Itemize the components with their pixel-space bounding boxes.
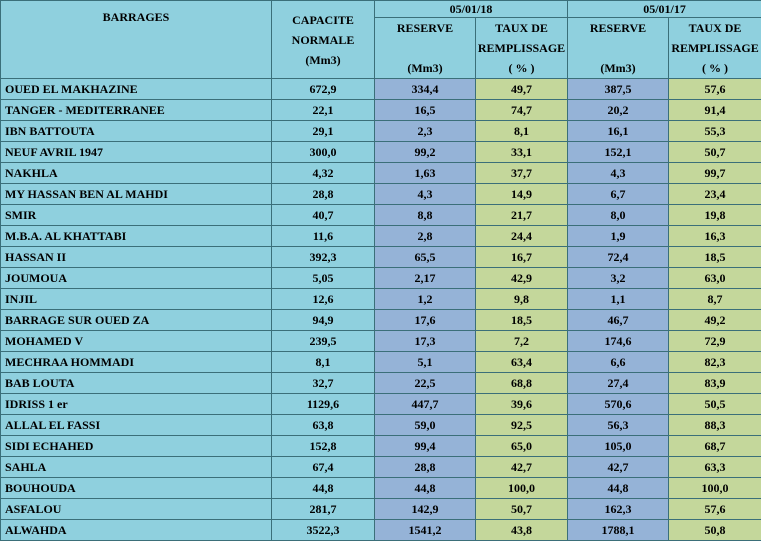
taux-2017-value: 57,6 xyxy=(669,79,761,100)
dam-name: IDRISS 1 er xyxy=(1,394,272,415)
capacite-value: 5,05 xyxy=(272,268,375,289)
reserve-2017-value: 20,2 xyxy=(568,100,669,121)
table-row xyxy=(1,79,761,100)
dam-name: MOHAMED V xyxy=(1,331,272,352)
dam-name: NAKHLA xyxy=(1,163,272,184)
taux-2018-value: 14,9 xyxy=(476,184,568,205)
table-body xyxy=(1,79,761,541)
reserve-2017-value: 1,1 xyxy=(568,289,669,310)
reserve-2017-value: 27,4 xyxy=(568,373,669,394)
taux-2017-value: 83,9 xyxy=(669,373,761,394)
table-row xyxy=(1,457,761,478)
capacite-value: 300,0 xyxy=(272,142,375,163)
table-row xyxy=(1,205,761,226)
reserve-2018-header xyxy=(375,18,476,79)
taux-2017-value: 63,0 xyxy=(669,268,761,289)
table-row xyxy=(1,520,761,541)
reserve-2017-value: 56,3 xyxy=(568,415,669,436)
capacite-value: 40,7 xyxy=(272,205,375,226)
dam-name: M.B.A. AL KHATTABI xyxy=(1,226,272,247)
capacite-value: 32,7 xyxy=(272,373,375,394)
dam-name: MECHRAA HOMMADI xyxy=(1,352,272,373)
reserve-line-3: (Mm3) xyxy=(568,58,668,78)
taux-2018-value: 8,1 xyxy=(476,121,568,142)
taux-line-2: REMPLISSAGE xyxy=(669,38,761,58)
table-row xyxy=(1,247,761,268)
dam-name: NEUF AVRIL 1947 xyxy=(1,142,272,163)
reserve-line-3: (Mm3) xyxy=(375,58,475,78)
taux-2018-header xyxy=(476,18,568,79)
taux-2017-value: 49,2 xyxy=(669,310,761,331)
reserve-2017-value: 570,6 xyxy=(568,394,669,415)
reserve-2018-value: 1,2 xyxy=(375,289,476,310)
dam-name: SAHLA xyxy=(1,457,272,478)
taux-2017-value: 8,7 xyxy=(669,289,761,310)
taux-2017-value: 19,8 xyxy=(669,205,761,226)
table-row xyxy=(1,226,761,247)
taux-2018-value: 33,1 xyxy=(476,142,568,163)
taux-line-3: ( % ) xyxy=(476,58,567,78)
reserve-2017-value: 162,3 xyxy=(568,499,669,520)
reserve-line-1: RESERVE xyxy=(568,18,668,38)
taux-2018-value: 42,9 xyxy=(476,268,568,289)
taux-2018-value: 24,4 xyxy=(476,226,568,247)
reserve-2017-value: 4,3 xyxy=(568,163,669,184)
capacite-value: 94,9 xyxy=(272,310,375,331)
capacite-value: 67,4 xyxy=(272,457,375,478)
dam-name: SMIR xyxy=(1,205,272,226)
reserve-2018-value: 1,63 xyxy=(375,163,476,184)
taux-2017-value: 88,3 xyxy=(669,415,761,436)
taux-2017-value: 23,4 xyxy=(669,184,761,205)
taux-2018-value: 65,0 xyxy=(476,436,568,457)
table-row xyxy=(1,100,761,121)
dam-name: BOUHOUDA xyxy=(1,478,272,499)
capacite-line-1: CAPACITE xyxy=(272,10,374,30)
table-row xyxy=(1,310,761,331)
date-2018-header: 05/01/18 xyxy=(375,1,568,18)
taux-2017-value: 72,9 xyxy=(669,331,761,352)
taux-2017-value: 68,7 xyxy=(669,436,761,457)
reserve-2018-value: 65,5 xyxy=(375,247,476,268)
reserve-2017-value: 3,2 xyxy=(568,268,669,289)
capacite-line-2: NORMALE xyxy=(272,30,374,50)
table-row xyxy=(1,184,761,205)
taux-line-3: ( % ) xyxy=(669,58,761,78)
reserve-2018-value: 5,1 xyxy=(375,352,476,373)
reserve-line-1: RESERVE xyxy=(375,18,475,38)
table-row xyxy=(1,331,761,352)
reserve-2017-value: 72,4 xyxy=(568,247,669,268)
reserve-2018-value: 447,7 xyxy=(375,394,476,415)
dam-name: ASFALOU xyxy=(1,499,272,520)
table-row xyxy=(1,268,761,289)
table-row xyxy=(1,499,761,520)
taux-2018-value: 9,8 xyxy=(476,289,568,310)
reserve-2017-value: 46,7 xyxy=(568,310,669,331)
dam-name: SIDI ECHAHED xyxy=(1,436,272,457)
capacite-value: 44,8 xyxy=(272,478,375,499)
table-row xyxy=(1,289,761,310)
table-row xyxy=(1,352,761,373)
reserve-2017-value: 16,1 xyxy=(568,121,669,142)
reserve-2018-value: 1541,2 xyxy=(375,520,476,541)
taux-2018-value: 68,8 xyxy=(476,373,568,394)
taux-2017-value: 50,8 xyxy=(669,520,761,541)
reserve-2018-value: 28,8 xyxy=(375,457,476,478)
capacite-value: 12,6 xyxy=(272,289,375,310)
taux-2018-value: 21,7 xyxy=(476,205,568,226)
reserve-2018-value: 4,3 xyxy=(375,184,476,205)
dam-name: HASSAN II xyxy=(1,247,272,268)
reserve-2017-value: 174,6 xyxy=(568,331,669,352)
reserve-2018-value: 17,3 xyxy=(375,331,476,352)
capacite-value: 392,3 xyxy=(272,247,375,268)
capacite-value: 281,7 xyxy=(272,499,375,520)
table-row xyxy=(1,415,761,436)
taux-2017-value: 91,4 xyxy=(669,100,761,121)
table-row xyxy=(1,436,761,457)
dam-name: ALWAHDA xyxy=(1,520,272,541)
taux-2017-value: 100,0 xyxy=(669,478,761,499)
capacite-value: 22,1 xyxy=(272,100,375,121)
taux-line-1: TAUX DE xyxy=(669,18,761,38)
reserve-2017-value: 6,7 xyxy=(568,184,669,205)
dam-name: JOUMOUA xyxy=(1,268,272,289)
reserve-line-2 xyxy=(568,38,668,58)
table-row xyxy=(1,142,761,163)
taux-2017-value: 50,5 xyxy=(669,394,761,415)
taux-line-1: TAUX DE xyxy=(476,18,567,38)
capacite-value: 8,1 xyxy=(272,352,375,373)
reserve-2018-value: 334,4 xyxy=(375,79,476,100)
taux-2017-value: 16,3 xyxy=(669,226,761,247)
table-row xyxy=(1,121,761,142)
taux-2018-value: 50,7 xyxy=(476,499,568,520)
reserve-2018-value: 2,17 xyxy=(375,268,476,289)
taux-2018-value: 100,0 xyxy=(476,478,568,499)
reserve-2017-value: 42,7 xyxy=(568,457,669,478)
taux-2018-value: 74,7 xyxy=(476,100,568,121)
reserve-2018-value: 99,2 xyxy=(375,142,476,163)
taux-2018-value: 16,7 xyxy=(476,247,568,268)
taux-2017-value: 63,3 xyxy=(669,457,761,478)
capacite-value: 4,32 xyxy=(272,163,375,184)
reserve-2018-value: 2,3 xyxy=(375,121,476,142)
taux-2018-value: 42,7 xyxy=(476,457,568,478)
dam-name: OUED EL MAKHAZINE xyxy=(1,79,272,100)
reserve-2018-value: 16,5 xyxy=(375,100,476,121)
capacite-value: 239,5 xyxy=(272,331,375,352)
table-row xyxy=(1,478,761,499)
taux-2017-value: 50,7 xyxy=(669,142,761,163)
taux-2018-value: 39,6 xyxy=(476,394,568,415)
reserve-2017-value: 387,5 xyxy=(568,79,669,100)
reserve-2018-value: 142,9 xyxy=(375,499,476,520)
reserve-2017-value: 152,1 xyxy=(568,142,669,163)
taux-2018-value: 18,5 xyxy=(476,310,568,331)
capacite-value: 11,6 xyxy=(272,226,375,247)
taux-2017-value: 55,3 xyxy=(669,121,761,142)
barrages-header: BARRAGES xyxy=(1,1,272,79)
taux-2018-value: 37,7 xyxy=(476,163,568,184)
reserve-2017-value: 8,0 xyxy=(568,205,669,226)
taux-2017-value: 99,7 xyxy=(669,163,761,184)
capacite-line-3: (Mm3) xyxy=(272,50,374,70)
reserve-2017-value: 105,0 xyxy=(568,436,669,457)
taux-2017-value: 18,5 xyxy=(669,247,761,268)
reserve-line-2 xyxy=(375,38,475,58)
taux-2018-value: 43,8 xyxy=(476,520,568,541)
capacite-value: 1129,6 xyxy=(272,394,375,415)
dam-name: INJIL xyxy=(1,289,272,310)
capacite-value: 28,8 xyxy=(272,184,375,205)
taux-2017-header xyxy=(669,18,761,79)
reserve-2017-value: 44,8 xyxy=(568,478,669,499)
reserve-2017-header xyxy=(568,18,669,79)
reserve-2018-value: 2,8 xyxy=(375,226,476,247)
reserve-2018-value: 22,5 xyxy=(375,373,476,394)
dam-name: MY HASSAN BEN AL MAHDI xyxy=(1,184,272,205)
taux-2017-value: 82,3 xyxy=(669,352,761,373)
reserve-2018-value: 8,8 xyxy=(375,205,476,226)
taux-2018-value: 92,5 xyxy=(476,415,568,436)
taux-line-2: REMPLISSAGE xyxy=(476,38,567,58)
dam-name: BARRAGE SUR OUED ZA xyxy=(1,310,272,331)
dam-name: TANGER - MEDITERRANEE xyxy=(1,100,272,121)
dam-name: IBN BATTOUTA xyxy=(1,121,272,142)
reserve-2018-value: 59,0 xyxy=(375,415,476,436)
capacite-value: 152,8 xyxy=(272,436,375,457)
dam-name: BAB LOUTA xyxy=(1,373,272,394)
capacite-value: 63,8 xyxy=(272,415,375,436)
taux-2018-value: 49,7 xyxy=(476,79,568,100)
reserve-2017-value: 1,9 xyxy=(568,226,669,247)
reserve-2018-value: 99,4 xyxy=(375,436,476,457)
taux-2018-value: 7,2 xyxy=(476,331,568,352)
capacite-value: 3522,3 xyxy=(272,520,375,541)
table-row xyxy=(1,373,761,394)
taux-2017-value: 57,6 xyxy=(669,499,761,520)
table-row xyxy=(1,394,761,415)
reserve-2017-value: 6,6 xyxy=(568,352,669,373)
capacite-header xyxy=(272,1,375,79)
table-row xyxy=(1,163,761,184)
reserve-2017-value: 1788,1 xyxy=(568,520,669,541)
reserve-2018-value: 17,6 xyxy=(375,310,476,331)
date-2017-header: 05/01/17 xyxy=(568,1,761,18)
reserve-2018-value: 44,8 xyxy=(375,478,476,499)
dam-name: ALLAL EL FASSI xyxy=(1,415,272,436)
capacite-value: 672,9 xyxy=(272,79,375,100)
taux-2018-value: 63,4 xyxy=(476,352,568,373)
capacite-value: 29,1 xyxy=(272,121,375,142)
